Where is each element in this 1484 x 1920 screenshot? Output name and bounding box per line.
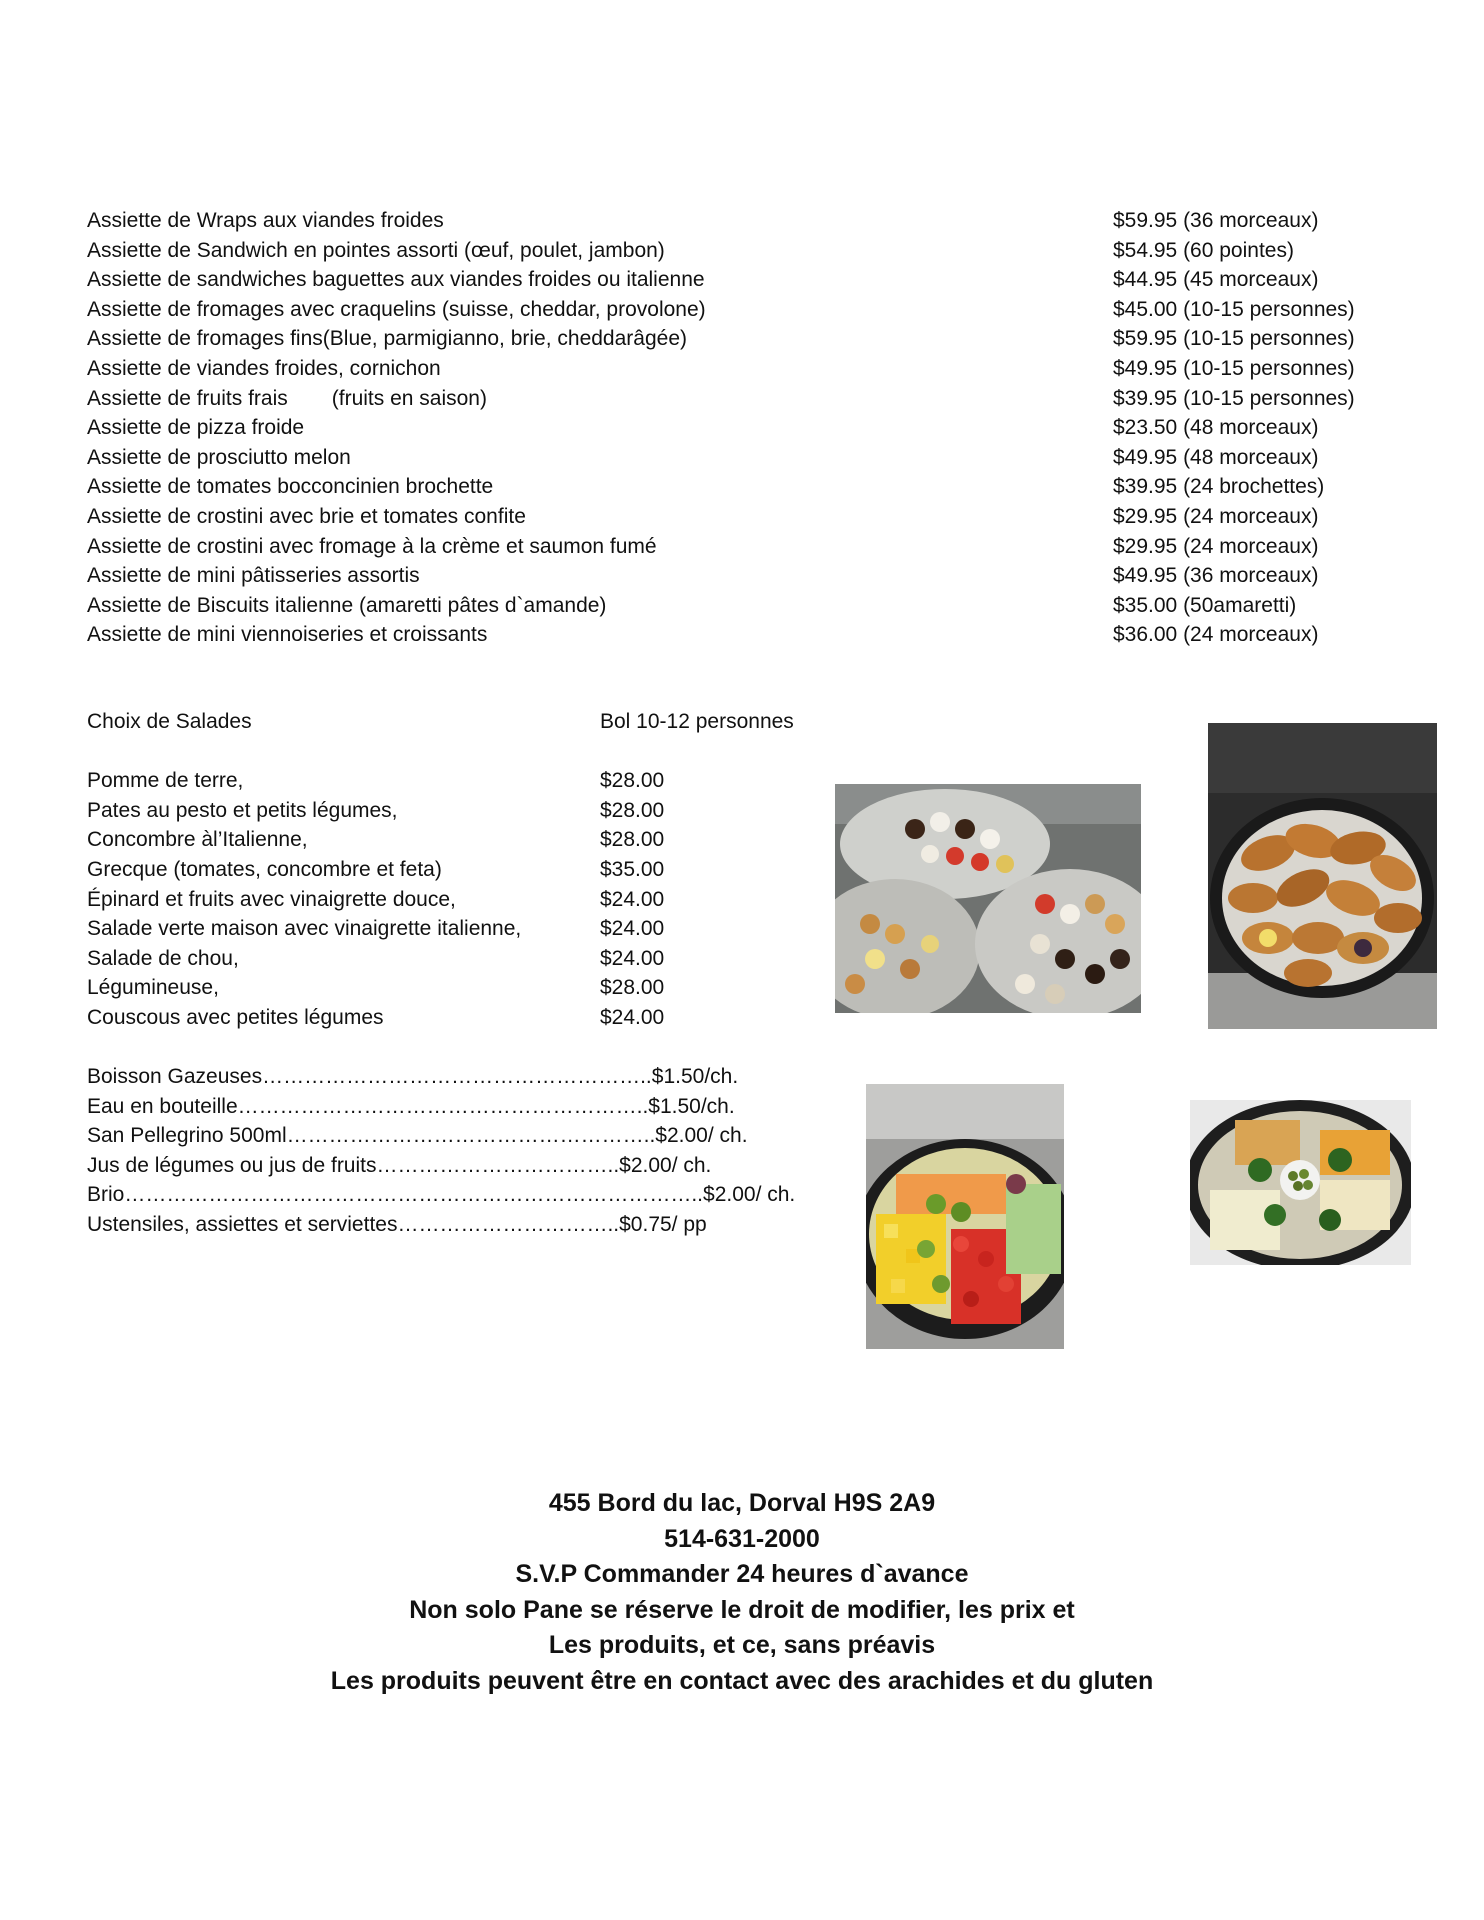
salad-name: Salade verte maison avec vinaigrette italienne, (87, 917, 522, 941)
salad-row (87, 825, 827, 855)
platter-row (87, 413, 1407, 443)
platter-price: $39.95 (10-15 personnes) (1113, 386, 1355, 410)
order-notice: S.V.P Commander 24 heures d`avance (515, 1560, 969, 1588)
salad-name: Couscous avec petites légumes (87, 1005, 384, 1029)
platter-name-with-note (87, 384, 487, 414)
platter-price: $59.95 (36 morceaux) (1113, 209, 1319, 232)
drinks-list (87, 1062, 796, 1240)
platter-price: $36.00 (24 morceaux) (1113, 623, 1319, 647)
salad-price: $28.00 (600, 828, 665, 852)
salad-price: $24.00 (600, 917, 665, 941)
platter-price: $23.50 (48 morceaux) (1113, 416, 1319, 440)
platter-name: Assiette de fromages fins(Blue, parmigianno, brie, cheddarâgée) (87, 327, 687, 351)
platter-name: Assiette de sandwiches baguettes aux viandes froides ou italienne (87, 268, 705, 292)
platter-row (87, 502, 1407, 532)
platter-price: $49.95 (48 morceaux) (1113, 445, 1319, 469)
drink-row: San Pellegrino 500ml……………………………………………..$2.00/ ch. (87, 1124, 748, 1148)
platter-price: $35.00 (50amaretti) (1113, 593, 1297, 617)
platter-name: Assiette de fromages avec craquelins (suisse, cheddar, provolone) (87, 297, 706, 321)
platter-row (87, 532, 1407, 562)
address: 455 Bord du lac, Dorval H9S 2A9 (548, 1489, 936, 1517)
salad-row (87, 973, 827, 1003)
disclaimer-line-1: Non solo Pane se réserve le droit de modifier, les prix et (409, 1595, 1075, 1624)
platter-row (87, 443, 1407, 473)
salad-price: $24.00 (600, 1005, 665, 1029)
salad-price: $28.00 (600, 798, 665, 822)
cheese-platter-photo (1190, 1100, 1411, 1265)
platter-name: Assiette de mini viennoiseries et croissants (87, 623, 488, 647)
salad-list (87, 766, 827, 1032)
salad-row (87, 914, 827, 944)
salad-name: Légumineuse, (87, 976, 219, 1000)
salad-row (87, 766, 827, 796)
salad-price: $24.00 (600, 887, 665, 911)
platter-row (87, 295, 1407, 325)
salad-price: $24.00 (600, 946, 665, 970)
platter-name: Assiette de mini pâtisseries assortis (87, 564, 420, 588)
platter-price: $49.95 (36 morceaux) (1113, 564, 1319, 588)
platter-price: $59.95 (10-15 personnes) (1113, 327, 1355, 351)
platter-name: Assiette de crostini avec fromage à la crème et saumon fumé (87, 534, 657, 558)
platter-price: $39.95 (24 brochettes) (1113, 475, 1325, 499)
disclaimer-line-2: Les produits, et ce, sans préavis (548, 1631, 936, 1659)
platter-name: Assiette de pizza froide (87, 416, 305, 440)
platter-price: $29.95 (24 morceaux) (1113, 534, 1319, 558)
drink-row: Boisson Gazeuses………………………………………………..$1.50/ch. (87, 1065, 739, 1088)
drink-row: Jus de légumes ou jus de fruits……………………………..$2.00/ ch. (87, 1153, 712, 1177)
platter-row (87, 591, 1407, 621)
platter-name: Assiette de Wraps aux viandes froides (87, 209, 444, 232)
platter-row (87, 620, 1407, 650)
allergen-notice: Les produits peuvent être en contact avec des arachides et du gluten (330, 1666, 1154, 1695)
salad-name: Épinard et fruits avec vinaigrette douce, (87, 887, 456, 911)
platter-price: $49.95 (10-15 personnes) (1113, 356, 1355, 380)
salad-name: Pates au pesto et petits légumes, (87, 798, 398, 822)
salad-title: Choix de Salades (87, 710, 252, 733)
salad-header (87, 707, 827, 737)
croissants-photo (1208, 723, 1437, 1029)
platter-name: Assiette de Sandwich en pointes assorti (œuf, poulet, jambon) (87, 238, 665, 262)
drink-row: Brio………………………………………………………………………..$2.00/ ch. (87, 1183, 796, 1207)
platter-name: Assiette de tomates bocconcinien brochette (87, 475, 494, 499)
platter-name: Assiette de crostini avec brie et tomates confite (87, 504, 526, 528)
drink-row: Eau en bouteille…………………………………………………..$1.50/ch. (87, 1094, 735, 1118)
platter-price: $44.95 (45 morceaux) (1113, 268, 1319, 292)
fruit-platter-photo (866, 1084, 1064, 1349)
salad-section (87, 707, 827, 1033)
platter-note: (fruits en saison) (331, 386, 487, 410)
phone-number: 514-631-2000 (664, 1524, 820, 1553)
platter-name: Assiette de fruits frais (87, 386, 288, 410)
salad-row (87, 1003, 827, 1033)
platter-price: $45.00 (10-15 personnes) (1113, 297, 1355, 321)
platter-row (87, 206, 1407, 236)
footer-contact (0, 1486, 1484, 1699)
platter-price: $29.95 (24 morceaux) (1113, 504, 1319, 528)
salad-price: $28.00 (600, 769, 665, 793)
platter-name: Assiette de viandes froides, cornichon (87, 356, 441, 380)
platter-price: $54.95 (60 pointes) (1113, 238, 1294, 262)
salad-name: Concombre àl’Italienne, (87, 828, 308, 852)
platter-row (87, 561, 1407, 591)
platter-name: Assiette de prosciutto melon (87, 445, 351, 469)
platter-row (87, 265, 1407, 295)
salad-row (87, 885, 827, 915)
platter-name: Assiette de Biscuits italienne (amaretti pâtes d`amande) (87, 593, 607, 617)
platter-row (87, 384, 1407, 414)
platter-row (87, 236, 1407, 266)
drink-row: Ustensiles, assiettes et serviettes…………………………..$0.75/ pp (87, 1212, 707, 1236)
platter-row (87, 472, 1407, 502)
platter-row (87, 354, 1407, 384)
salad-price: $28.00 (600, 976, 665, 1000)
pastry-platters-photo (835, 784, 1141, 1013)
platter-row (87, 324, 1407, 354)
platter-price-list (87, 206, 1407, 650)
salad-row (87, 855, 827, 885)
salad-name: Salade de chou, (87, 946, 239, 970)
salad-row (87, 796, 827, 826)
salad-name: Grecque (tomates, concombre et feta) (87, 857, 442, 881)
salad-size-label: Bol 10-12 personnes (600, 710, 794, 733)
salad-row (87, 944, 827, 974)
salad-price: $35.00 (600, 857, 665, 881)
salad-name: Pomme de terre, (87, 769, 244, 793)
